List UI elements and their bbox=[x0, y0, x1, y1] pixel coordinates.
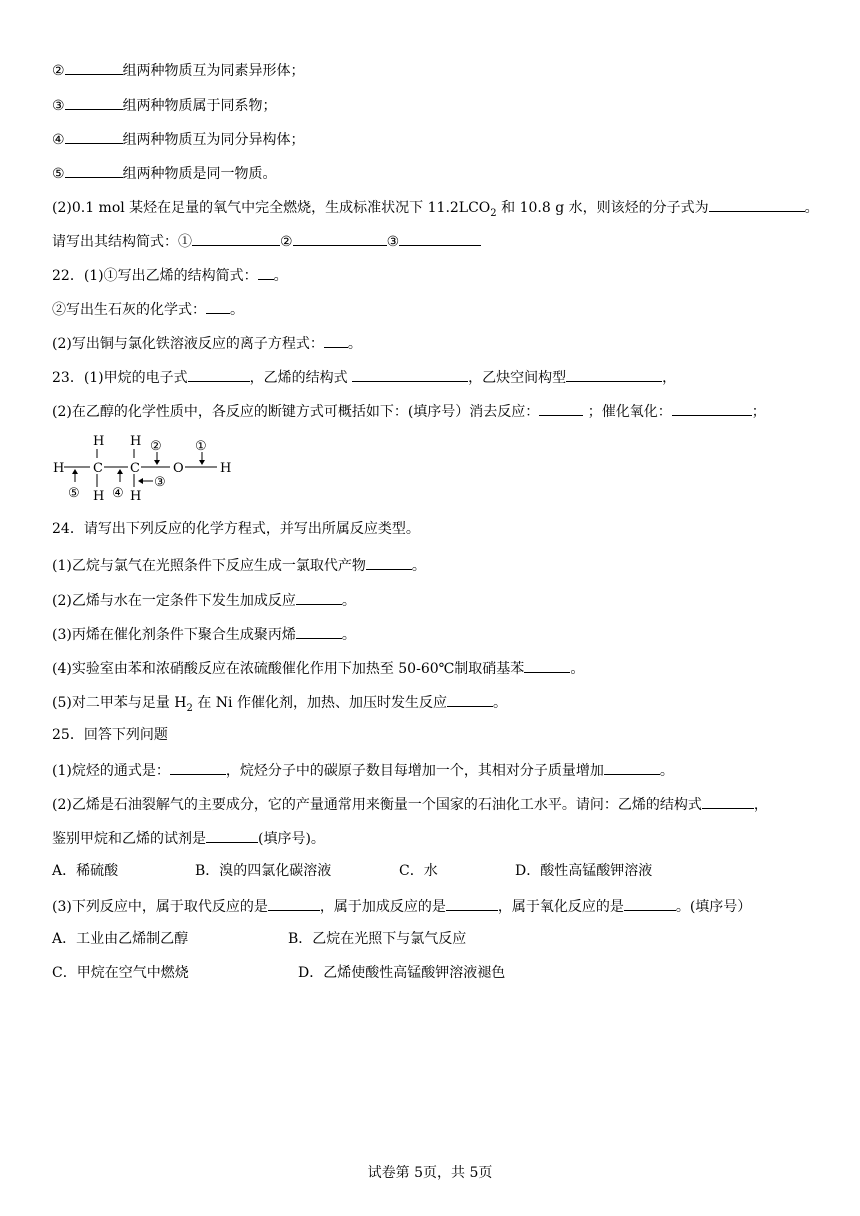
period: 。 bbox=[570, 661, 585, 677]
q24-title: 24．请写出下列反应的化学方程式，并写出所属反应类型。 bbox=[52, 521, 420, 537]
q25-part-2-line-2 bbox=[52, 828, 325, 848]
label-5: ⑤ bbox=[68, 486, 80, 501]
period: 。 bbox=[492, 695, 507, 711]
q25-part-1-text-a: (1)烷烃的通式是： bbox=[52, 763, 170, 779]
q22-line-3-text: (2)写出铜与氯化铁溶液反应的离子方程式： bbox=[52, 336, 324, 352]
answer-blank[interactable] bbox=[446, 896, 498, 911]
answer-blank[interactable] bbox=[702, 794, 754, 809]
answer-blank[interactable] bbox=[188, 367, 250, 382]
q24-item-3 bbox=[52, 624, 356, 644]
answer-blank[interactable] bbox=[65, 95, 123, 110]
q25-options-row bbox=[52, 862, 652, 880]
q25-title: 25．回答下列问题 bbox=[52, 727, 168, 743]
subscript: 2 bbox=[490, 207, 497, 219]
q25-part-3-text-d: 。(填序号） bbox=[675, 899, 752, 915]
q23-line-2-text-b: ；催化氧化： bbox=[583, 404, 672, 420]
q24-item-5-text-a: (5)对二甲苯与足量 H bbox=[52, 695, 187, 711]
answer-blank[interactable] bbox=[566, 367, 662, 382]
q21-item-4-number: ④ bbox=[52, 132, 65, 148]
option-a[interactable]: A．稀硫酸 bbox=[52, 863, 119, 879]
answer-blank[interactable] bbox=[399, 231, 481, 246]
q24-item-1-text: (1)乙烷与氯气在光照条件下反应生成一氯取代产物 bbox=[52, 558, 366, 574]
q21-item-2-text: 组两种物质互为同素异形体； bbox=[122, 63, 305, 79]
q24-item-5-text-b: 在 Ni 作催化剂，加热、加压时发生反应 bbox=[192, 695, 447, 711]
answer-blank[interactable] bbox=[170, 760, 226, 775]
q24-item-4-text: (4)实验室由苯和浓硝酸反应在浓硫酸催化作用下加热至 50-60℃制取硝基苯 bbox=[52, 661, 525, 677]
atom-c1: C bbox=[93, 461, 103, 476]
answer-blank[interactable] bbox=[65, 60, 123, 75]
arrowhead-2 bbox=[154, 460, 160, 465]
q24-item-1 bbox=[52, 555, 426, 575]
period: 。 bbox=[411, 558, 426, 574]
reaction-option-a[interactable]: A．工业由乙烯制乙醇 bbox=[52, 931, 189, 947]
period: 。 bbox=[659, 763, 674, 779]
q22-line-1-text: 22．(1)①写出乙烯的结构简式： bbox=[52, 268, 258, 284]
answer-blank[interactable] bbox=[206, 299, 230, 314]
answer-blank[interactable] bbox=[293, 231, 387, 246]
q23-line-1-text-c: ，乙炔空间构型 bbox=[468, 370, 567, 386]
q23-line-2 bbox=[52, 401, 766, 421]
reaction-option-d[interactable]: D．乙烯使酸性高锰酸钾溶液褪色 bbox=[298, 965, 506, 981]
q25-part-3 bbox=[52, 896, 751, 916]
option-c[interactable]: C．水 bbox=[399, 863, 438, 879]
period: 。 bbox=[341, 627, 356, 643]
comma: ， bbox=[753, 797, 768, 813]
period: 。 bbox=[230, 302, 244, 318]
circled-2: ② bbox=[280, 234, 293, 250]
q21-item-5-number: ⑤ bbox=[52, 166, 65, 182]
q22-line-2-text: ②写出生石灰的化学式： bbox=[52, 302, 206, 318]
q23-line-1-text-b: ，乙烯的结构式 bbox=[249, 370, 353, 386]
q21-item-5 bbox=[52, 163, 277, 183]
period: 。 bbox=[341, 593, 356, 609]
q24-item-4 bbox=[52, 658, 584, 678]
q21-item-2 bbox=[52, 60, 305, 80]
q22-line-2 bbox=[52, 299, 244, 319]
label-2: ② bbox=[150, 439, 162, 454]
answer-blank[interactable] bbox=[672, 401, 752, 416]
q25-part-2-line-2-text-b: (填序号)。 bbox=[258, 831, 325, 847]
q25-part-3-text-c: ，属于氧化反应的是 bbox=[497, 899, 624, 915]
q21-part-2-structures bbox=[52, 231, 481, 251]
q25-part-2 bbox=[52, 794, 768, 814]
q21-part-2-text-b: 和 10.8 g 水，则该烃的分子式为 bbox=[496, 200, 709, 216]
q25-part-3-text-a: (3)下列反应中，属于取代反应的是 bbox=[52, 899, 268, 915]
answer-blank[interactable] bbox=[296, 624, 342, 639]
answer-blank[interactable] bbox=[447, 692, 493, 707]
answer-blank[interactable] bbox=[604, 760, 660, 775]
q21-item-4 bbox=[52, 129, 305, 149]
q25-reactions-row-2 bbox=[52, 964, 505, 982]
label-3: ③ bbox=[154, 475, 166, 490]
q21-item-3-number: ③ bbox=[52, 98, 65, 114]
q25-part-1-text-b: ，烷烃分子中的碳原子数目每增加一个，其相对分子质量增加 bbox=[225, 763, 604, 779]
label-1: ① bbox=[195, 439, 207, 454]
answer-blank[interactable] bbox=[352, 367, 468, 382]
q23-line-1 bbox=[52, 367, 676, 387]
arrowhead-4 bbox=[117, 469, 123, 474]
q21-item-4-text: 组两种物质互为同分异构体； bbox=[122, 132, 305, 148]
q25-part-2-line-2-text-a: 鉴别甲烷和乙烯的试剂是 bbox=[52, 831, 206, 847]
atom-h-c2-bottom: H bbox=[130, 489, 142, 504]
label-4: ④ bbox=[112, 486, 124, 501]
q21-structures-label: 请写出其结构简式：① bbox=[52, 234, 192, 250]
option-b[interactable]: B．溴的四氯化碳溶液 bbox=[195, 863, 332, 879]
arrowhead-1 bbox=[199, 460, 205, 465]
atom-o: O bbox=[173, 461, 184, 476]
page-footer: 试卷第 5页，共 5页 bbox=[367, 1165, 493, 1181]
atom-c2: C bbox=[130, 461, 140, 476]
answer-blank[interactable] bbox=[65, 129, 123, 144]
answer-blank[interactable] bbox=[192, 231, 280, 246]
answer-blank[interactable] bbox=[324, 333, 348, 348]
q22-line-1 bbox=[52, 265, 288, 285]
q21-item-3 bbox=[52, 95, 277, 115]
answer-blank[interactable] bbox=[206, 828, 258, 843]
q22-line-3 bbox=[52, 333, 362, 353]
atom-h-left: H bbox=[53, 461, 65, 476]
arrowhead-5 bbox=[72, 469, 78, 474]
answer-blank[interactable] bbox=[524, 658, 570, 673]
atom-h-c1-top: H bbox=[93, 434, 105, 449]
q24-item-5 bbox=[52, 692, 507, 718]
semicolon: ； bbox=[751, 404, 766, 420]
q25-reactions-row-1 bbox=[52, 930, 466, 948]
q23-line-1-text-a: 23．(1)甲烷的电子式 bbox=[52, 370, 188, 386]
reaction-option-c[interactable]: C．甲烷在空气中燃烧 bbox=[52, 965, 189, 981]
q25-part-2-text-a: (2)乙烯是石油裂解气的主要成分，它的产量通常用来衡量一个国家的石油化工水平。请问：乙烯的结构式 bbox=[52, 797, 702, 813]
period: 。 bbox=[347, 336, 362, 352]
answer-blank[interactable] bbox=[65, 163, 123, 178]
option-d[interactable]: D．酸性高锰酸钾溶液 bbox=[515, 863, 653, 879]
q25-part-1 bbox=[52, 760, 674, 780]
period: 。 bbox=[273, 268, 288, 284]
q24-item-2 bbox=[52, 590, 356, 610]
atom-h-c1-bottom: H bbox=[93, 489, 105, 504]
q24-item-3-text: (3)丙烯在催化剂条件下聚合生成聚丙烯 bbox=[52, 627, 296, 643]
atom-h-c2-top: H bbox=[130, 434, 142, 449]
period: 。 bbox=[804, 200, 819, 216]
q21-part-2 bbox=[52, 197, 819, 223]
subscript: 2 bbox=[186, 702, 193, 714]
q21-item-5-text: 组两种物质是同一物质。 bbox=[122, 166, 277, 182]
q23-line-2-text-a: (2)在乙醇的化学性质中，各反应的断键方式可概括如下：(填序号）消去反应： bbox=[52, 404, 540, 420]
comma: ， bbox=[662, 370, 677, 386]
q21-item-2-number: ② bbox=[52, 63, 65, 79]
atom-h-hydroxyl: H bbox=[220, 461, 232, 476]
q21-item-3-text: 组两种物质属于同系物； bbox=[122, 98, 277, 114]
answer-blank[interactable] bbox=[624, 896, 676, 911]
answer-blank[interactable] bbox=[709, 197, 805, 212]
q24-item-2-text: (2)乙烯与水在一定条件下发生加成反应 bbox=[52, 593, 296, 609]
answer-blank[interactable] bbox=[366, 555, 412, 570]
circled-3: ③ bbox=[386, 234, 400, 250]
answer-blank[interactable] bbox=[258, 265, 274, 280]
answer-blank[interactable] bbox=[539, 401, 583, 416]
answer-blank[interactable] bbox=[296, 590, 342, 605]
ethanol-bond-diagram bbox=[50, 430, 250, 504]
q21-part-2-text-a: (2)0.1 mol 某烃在足量的氧气中完全燃烧，生成标准状况下 11.2LCO bbox=[52, 200, 491, 216]
q25-part-3-text-b: ，属于加成反应的是 bbox=[319, 899, 446, 915]
arrowhead-3 bbox=[138, 478, 143, 484]
reaction-option-b[interactable]: B．乙烷在光照下与氯气反应 bbox=[288, 931, 467, 947]
answer-blank[interactable] bbox=[268, 896, 320, 911]
